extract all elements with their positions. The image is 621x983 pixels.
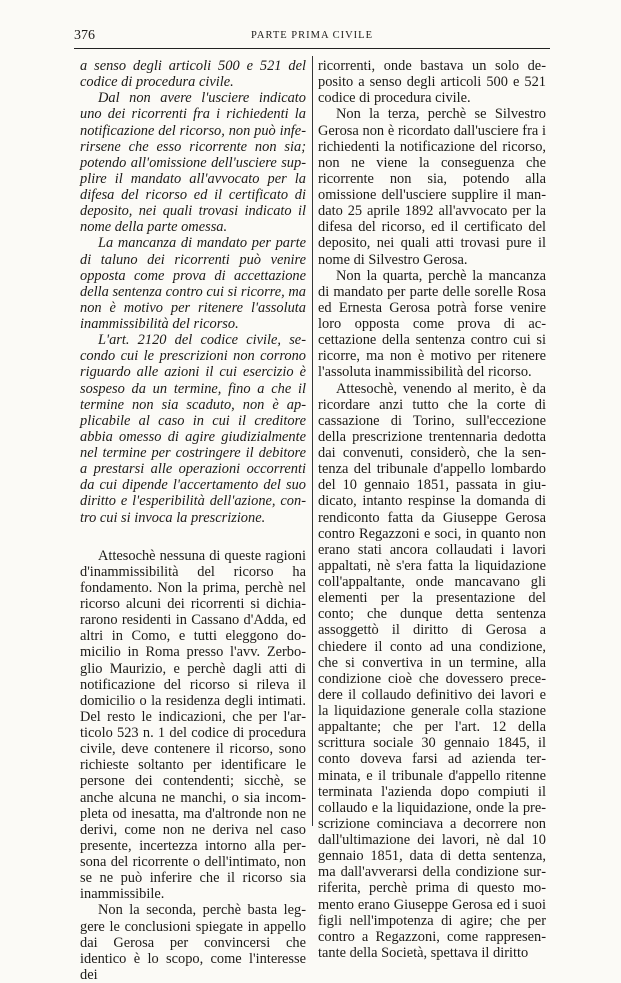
body-paragraph: Non la seconda, perchè basta leggere le conclusioni spiegate in appello dai Gerosa per convincersi che identico è lo scopo, come l'interesse dei [80,902,306,983]
right-column [318,58,546,961]
maxim-paragraph: Dal non avere l'usciere indicato uno dei ricorrenti fra i richiedenti la notificazione del ricorso, non può inferirsene che esso ricorrente non sia; potendo all'omissione dell'usciere supplire il mandato all'avvocato per la difesa del ricorso ed il certificato di deposito, nei quali trovasi indicato il nome della parte omessa. [80,90,306,236]
maxim-paragraph: L'art. 2120 del codice civile, secondo cui le prescrizioni non corrono riguardo alle azioni il cui esercizio è sospeso da un termine, fino a che il termine non sia scaduto, non è applicabile al caso in cui il creditore abbia omesso di agire giudizialmente nel termine per costringere il debitore a prestarsi alle operazioni occorrenti da cui dipende l'accertamento del suo diritto e l'esperibilità dell'azione, contro cui si invoca la prescrizione. [80,332,306,526]
maxim-paragraph: a senso degli articoli 500 e 521 del codice di procedura civile. [80,58,306,91]
section-gap [80,526,306,548]
body-paragraph: Non la terza, perchè se Silvestro Gerosa non è ricordato dall'usciere fra i richiedenti la notificazione del ricorso, non ne viene la conseguenza che ricorrente non sia, potendo alla omissione dell'usciere supplire il mandato 25 aprile 1892 all'avvocato per la difesa del ricorso, ed il certificato del deposito, nei quali atti trovasi pure il nome di Silvestro Gerosa. [318,106,546,268]
left-column [80,58,306,983]
header-rule [74,48,550,49]
body-paragraph: Attesochè nessuna di queste ragioni d'inammissibilità del ricorso ha fondamento. Non la prima, perchè nel ricorso alcuni dei ricorrenti si dichiararono residenti in Cassano d'Adda, ed altri in Como, e tutti eleggono domicilio in Roma presso l'avv. Zerboglio Maurizio, e perchè dagli atti di notificazione del ricorso si rileva il domicilio o la residenza degli intimati. Del resto le indicazioni, che per l'articolo 523 n. 1 del codice di procedura civile, deve contenere il ricorso, sono richieste soltanto per identificare le persone dei contendenti; sicchè, se anche alcuna ne manchi, o sia incompleta od inesatta, ma d'altronde non ne derivi, come non ne deriva nel caso presente, incertezza intorno alla persona del ricorrente o dell'intimato, non se ne può inferire che il ricorso sia inammissibile. [80,547,306,903]
running-title: PARTE PRIMA CIVILE [251,30,373,41]
body-paragraph: Attesochè, venendo al merito, è da ricordare anzi tutto che la corte di cassazione di Torino, sull'eccezione della prescrizione trentennaria dedotta dai convenuti, considerò, che la sentenza del tribunale d'appello lombardo del 10 gennaio 1851, passata in giudicato, intanto respinse la domanda di rendiconto fatta da Giuseppe Gerosa contro Regazzoni e soci, in quanto non erano stati ancora collaudati i lavori appaltati, nè s'era fatta la liquidazione coll'appaltante, onde mancavano gli elementi per la presentazione del conto; che dunque detta sentenza assoggettò il diritto di Gerosa a chiedere il conto ad una condizione, che si convertiva in un termine, alla condizione cioè che dovessero precedere il collaudo definitivo dei lavori e la liquidazione generale colla stazione appaltante; che per l'art. 12 della scrittura sociale 30 gennaio 1845, il conto doveva farsi ad azienda terminata, e il tribunale d'appello ritenne terminata l'azienda dopo compiuti il collaudo e la liquidazione, onde la prescrizione cominciava a decorrere non dall'ultimazione dei lavori, nè dal 10 gennaio 1851, data di detta sentenza, ma dall'avverarsi della condizione surriferita, perchè prima di questo momento erano Giuseppe Gerosa ed i suoi figli nell'impotenza di agire; che per contro a Regazzoni, come rappresentante della Società, spettava il diritto [318,380,546,961]
body-paragraph: ricorrenti, onde bastava un solo deposito a senso degli articoli 500 e 521 codice di procedura civile. [318,58,546,107]
column-divider [312,56,313,826]
maxim-paragraph: La mancanza di mandato per parte di taluno dei ricorrenti può venire opposta come prova di accettazione della sentenza contro cui si ricorre, ma non è motivo per ritenere l'assoluta inammissibilità del ricorso. [80,235,306,332]
page-number: 376 [74,28,95,43]
body-paragraph: Non la quarta, perchè la mancanza di mandato per parte delle sorelle Rosa ed Ernesta Gerosa potrà forse venire loro opposta come prova di accettazione della sentenza contro cui si ricorre, ma non è motivo per ritenere l'assoluta inammissibilità del ricorso. [318,267,546,381]
page-header [74,28,550,44]
